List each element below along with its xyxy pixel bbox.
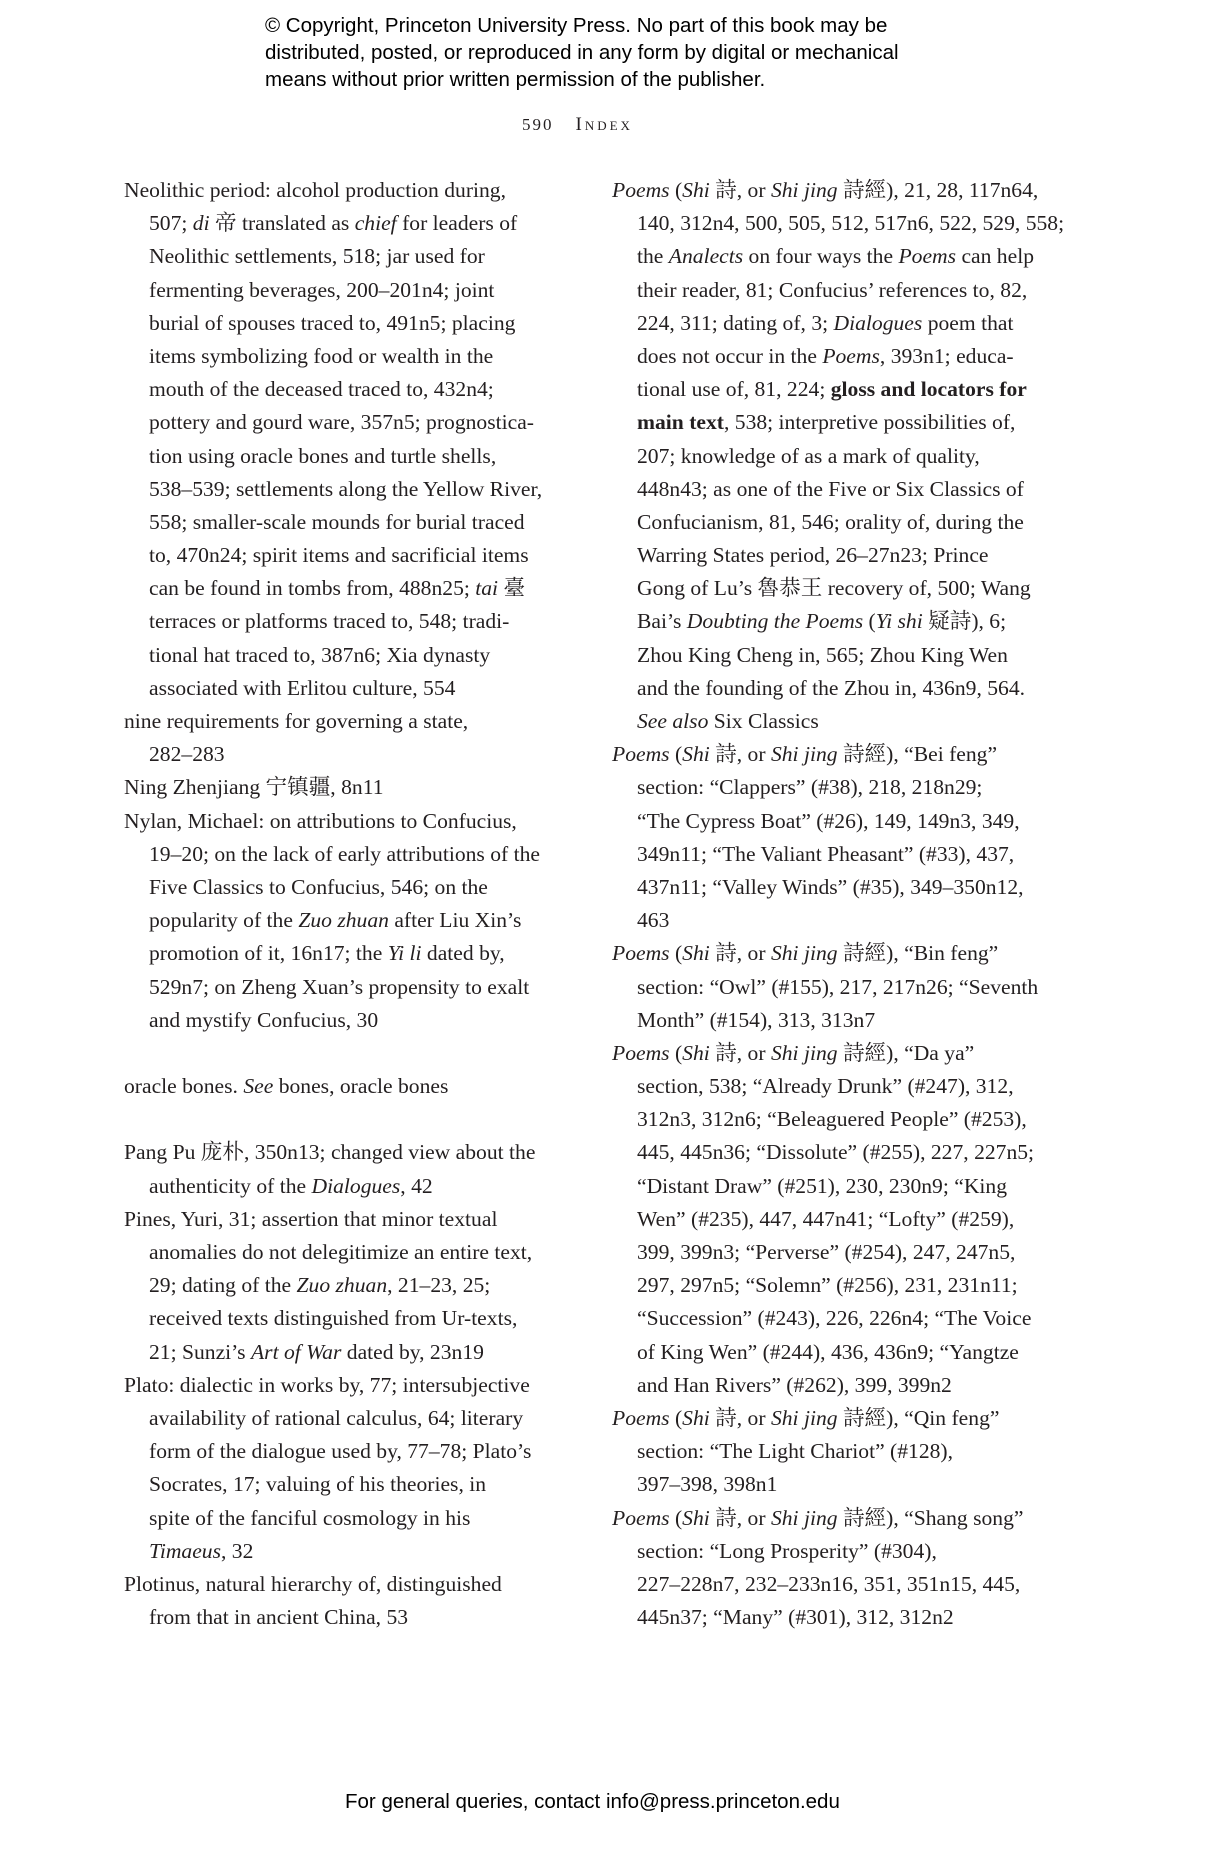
text-run: , 32: [221, 1538, 254, 1563]
index-entry-line: [124, 1402, 542, 1435]
italic-text-run: Zuo zhuan: [298, 908, 389, 933]
italic-text-run: Shi: [682, 742, 710, 767]
text-run: dated by,: [421, 941, 505, 966]
section-title: Index: [575, 114, 633, 135]
index-entry-line: [612, 1103, 1064, 1136]
index-entry-line: [124, 1336, 542, 1369]
index-entry-line: [612, 174, 1064, 207]
index-entry-line: [124, 340, 542, 373]
index-column-left: [124, 174, 542, 1634]
index-entry-line: [124, 373, 542, 406]
index-entry-line: [124, 971, 542, 1004]
text-run: 詩, or: [709, 742, 771, 767]
index-entry-line: [612, 1435, 1064, 1468]
text-run: can help: [956, 244, 1034, 269]
text-run: 312n3, 312n6; “Beleaguered People” (#253),: [637, 1107, 1027, 1132]
text-run: 詩, or: [709, 1405, 771, 1430]
index-entry-line: [124, 1070, 542, 1103]
text-run: (: [669, 742, 683, 767]
index-entry: [612, 1502, 1064, 1635]
index-entry: [612, 738, 1064, 937]
text-run: section, 538; “Already Drunk” (#247), 312,: [637, 1074, 1014, 1099]
index-entry-line: [124, 572, 542, 605]
index-entry-line: [612, 871, 1064, 904]
index-entry-line: [612, 1402, 1064, 1435]
text-run: “The Cypress Boat” (#26), 149, 149n3, 349,: [637, 808, 1020, 833]
index-entry: [124, 1369, 542, 1568]
index-entry-line: [124, 1103, 542, 1136]
index-entry-line: [612, 539, 1064, 572]
text-run: (: [669, 1040, 683, 1065]
text-run: tional hat traced to, 387n6; Xia dynasty: [149, 642, 491, 667]
footer-contact: For general queries, contact info@press.princeton.edu: [345, 1790, 840, 1813]
text-run: “Distant Draw” (#251), 230, 230n9; “King: [637, 1173, 1008, 1198]
italic-text-run: tai: [475, 576, 499, 601]
index-entry: [124, 805, 542, 1037]
index-entry-line: [124, 240, 542, 273]
text-run: (: [669, 941, 683, 966]
italic-text-run: See also: [637, 709, 709, 733]
text-run: tional use of, 81, 224;: [637, 377, 831, 402]
index-entry-line: [124, 1004, 542, 1037]
index-entry-line: [124, 1468, 542, 1501]
text-run: section: “Long Prosperity” (#304),: [637, 1538, 937, 1563]
text-run: Socrates, 17; valuing of his theories, in: [149, 1472, 487, 1497]
text-run: items symbolizing food or wealth in the: [149, 343, 494, 368]
index-entry-line: [124, 1369, 542, 1402]
text-run: burial of spouses traced to, 491n5; placing: [149, 310, 516, 335]
text-run: Nylan, Michael: on attributions to Confucius,: [124, 808, 517, 833]
text-run: 疑詩), 6;: [922, 609, 1007, 634]
text-run: popularity of the: [149, 908, 299, 933]
text-run: authenticity of the: [149, 1173, 312, 1198]
text-run: form of the dialogue used by, 77–78; Plato’s: [149, 1439, 532, 1464]
index-entry: [124, 705, 542, 771]
index-entry-line: [612, 1004, 1064, 1037]
index-entry-line: [612, 971, 1064, 1004]
text-run: 詩經), 21, 28, 117n64,: [837, 178, 1039, 202]
text-run: 207; knowledge of as a mark of quality,: [637, 443, 980, 468]
text-run: 227–228n7, 232–233n16, 351, 351n15, 445,: [637, 1571, 1021, 1596]
text-run: fermenting beverages, 200–201n4; joint: [149, 277, 495, 302]
index-entry: [124, 1136, 542, 1202]
text-run: oracle bones.: [124, 1074, 244, 1099]
copyright-notice: [265, 12, 899, 93]
index-entry-line: [124, 1203, 542, 1236]
page-number: 590: [522, 115, 554, 134]
text-run: and the founding of the Zhou in, 436n9, 564.: [637, 675, 1026, 700]
text-run: the: [637, 244, 669, 269]
text-run: 詩經), “Bei feng”: [837, 742, 998, 767]
index-entry-line: [612, 838, 1064, 871]
text-run: nine requirements for governing a state,: [124, 709, 469, 733]
index-entry-line: [124, 440, 542, 473]
text-run: promotion of it, 16n17; the: [149, 941, 388, 966]
index-entry-line: [612, 639, 1064, 672]
text-run: 帝 translated as: [209, 211, 355, 236]
index-entry-line: [612, 572, 1064, 605]
text-run: 詩, or: [709, 1040, 771, 1065]
text-run: Six Classics: [708, 709, 819, 733]
index-entry: [124, 1203, 542, 1369]
index-entry: [612, 937, 1064, 1037]
text-run: 445, 445n36; “Dissolute” (#255), 227, 227n5;: [637, 1140, 1035, 1165]
index-entry-line: [612, 1070, 1064, 1103]
text-run: to, 470n24; spirit items and sacrificial items: [149, 543, 529, 568]
text-run: spite of the fanciful cosmology in his: [149, 1505, 471, 1530]
index-entry-line: [124, 1435, 542, 1468]
index-entry-line: [612, 506, 1064, 539]
text-run: tion using oracle bones and turtle shells,: [149, 443, 497, 468]
text-run: 詩經), “Shang song”: [837, 1505, 1024, 1530]
italic-text-run: Poems: [612, 178, 670, 202]
text-run: Plato: dialectic in works by, 77; intersubjective: [124, 1372, 530, 1397]
index-entry-line: [124, 506, 542, 539]
text-run: Neolithic settlements, 518; jar used for: [149, 244, 485, 269]
text-run: 29; dating of the: [149, 1273, 297, 1298]
text-run: received texts distinguished from Ur-texts,: [149, 1306, 518, 1331]
text-run: Neolithic period: alcohol production during,: [124, 178, 507, 202]
text-run: (: [669, 178, 683, 202]
text-run: Plotinus, natural hierarchy of, distinguished: [124, 1571, 502, 1596]
text-run: 詩經), “Qin feng”: [837, 1405, 1000, 1430]
text-run: Warring States period, 26–27n23; Prince: [637, 543, 989, 568]
text-run: availability of rational calculus, 64; literary: [149, 1405, 524, 1430]
text-run: can be found in tombs from, 488n25;: [149, 576, 476, 601]
index-entry: [124, 771, 542, 804]
text-run: (: [669, 1405, 683, 1430]
index-entry-line: [124, 904, 542, 937]
italic-text-run: Poems: [612, 1040, 670, 1065]
index-entry: [124, 1070, 542, 1103]
italic-text-run: Art of War: [250, 1339, 342, 1364]
index-entry-line: [612, 473, 1064, 506]
text-run: Gong of Lu’s 魯恭王 recovery of, 500; Wang: [637, 576, 1031, 601]
index-entry-line: [612, 937, 1064, 970]
index-entry-line: [124, 605, 542, 638]
italic-text-run: Poems: [822, 343, 880, 368]
index-entry-line: [612, 904, 1064, 937]
text-run: 19–20; on the lack of early attributions of the: [149, 841, 540, 866]
text-run: , 21–23, 25;: [387, 1273, 491, 1298]
index-entry-line: [612, 1502, 1064, 1535]
index-entry-line: [612, 672, 1064, 705]
italic-text-run: Shi jing: [770, 941, 838, 966]
italic-text-run: Yi shi: [875, 609, 923, 634]
index-entry-line: [612, 605, 1064, 638]
index-entry-line: [612, 1568, 1064, 1601]
index-entry-line: [124, 539, 542, 572]
text-run: 詩, or: [709, 941, 771, 966]
index-entry-line: [124, 1037, 542, 1070]
index-entry-line: [612, 771, 1064, 804]
text-run: 558; smaller-scale mounds for burial traced: [149, 509, 525, 534]
text-run: from that in ancient China, 53: [149, 1605, 409, 1630]
index-entry-line: [612, 705, 1064, 738]
index-entry-line: [124, 1601, 542, 1634]
italic-text-run: Shi: [682, 1405, 710, 1430]
italic-text-run: See: [243, 1074, 274, 1099]
index-entry-line: [612, 207, 1064, 240]
italic-text-run: Shi jing: [770, 742, 838, 767]
index-entry: [612, 1402, 1064, 1502]
index-entry-line: [124, 1269, 542, 1302]
text-run: Bai’s: [637, 609, 687, 634]
text-run: terraces or platforms traced to, 548; tradi-: [149, 609, 510, 634]
index-entry-line: [612, 738, 1064, 771]
italic-text-run: Yi li: [387, 941, 422, 966]
index-entry-line: [612, 1269, 1064, 1302]
index-entry-line: [124, 738, 542, 771]
index-entry: [124, 1037, 542, 1070]
index-entry-line: [124, 406, 542, 439]
italic-text-run: Shi: [682, 941, 710, 966]
italic-text-run: Poems: [612, 1505, 670, 1530]
text-run: associated with Erlitou culture, 554: [149, 675, 456, 700]
text-run: 224, 311; dating of, 3;: [637, 310, 834, 335]
text-run: 349n11; “The Valiant Pheasant” (#33), 437,: [637, 841, 1015, 866]
index-entry-line: [124, 871, 542, 904]
italic-text-run: Doubting the Poems: [686, 609, 864, 634]
bold-text-run: main text: [637, 410, 724, 435]
text-run: 140, 312n4, 500, 505, 512, 517n6, 522, 529, 558;: [637, 211, 1065, 236]
text-run: 507;: [149, 211, 193, 236]
text-run: 詩經), “Da ya”: [837, 1040, 975, 1065]
text-run: mouth of the deceased traced to, 432n4;: [149, 377, 494, 402]
index-entry-line: [612, 1236, 1064, 1269]
text-run: 詩, or: [709, 178, 771, 202]
copyright-line: © Copyright, Princeton University Press. No part of this book may be: [265, 14, 888, 37]
italic-text-run: di: [192, 211, 210, 236]
index-entry: [124, 174, 542, 705]
index-entry-line: [612, 340, 1064, 373]
text-run: for leaders of: [396, 211, 518, 236]
copyright-line: means without prior written permission of the publisher.: [265, 68, 766, 91]
text-run: 538–539; settlements along the Yellow River,: [149, 476, 543, 501]
index-entry-line: [124, 274, 542, 307]
text-run: section: “The Light Chariot” (#128),: [637, 1439, 954, 1464]
index-entry: [124, 1103, 542, 1136]
italic-text-run: Shi jing: [770, 1505, 838, 1530]
index-entry-line: [612, 373, 1064, 406]
text-run: 297, 297n5; “Solemn” (#256), 231, 231n11;: [637, 1273, 1018, 1298]
text-run: and mystify Confucius, 30: [149, 1007, 379, 1032]
text-run: 437n11; “Valley Winds” (#35), 349–350n12,: [637, 874, 1024, 899]
index-entry-line: [612, 240, 1064, 273]
index-entry-line: [612, 406, 1064, 439]
text-run: 529n7; on Zheng Xuan’s propensity to exalt: [149, 974, 530, 999]
text-run: does not occur in the: [637, 343, 823, 368]
index-entry-line: [612, 1535, 1064, 1568]
index-entry-line: [612, 1336, 1064, 1369]
italic-text-run: Poems: [612, 941, 670, 966]
text-run: 21; Sunzi’s: [149, 1339, 251, 1364]
text-run: Zhou King Cheng in, 565; Zhou King Wen: [637, 642, 1008, 667]
index-entry: [124, 1568, 542, 1634]
index-entry-line: [124, 473, 542, 506]
text-run: “Succession” (#243), 226, 226n4; “The Voice: [637, 1306, 1032, 1331]
text-run: 詩經), “Bin feng”: [837, 941, 999, 966]
italic-text-run: Shi: [682, 178, 710, 202]
copyright-line: distributed, posted, or reproduced in any form by digital or mechanical: [265, 41, 899, 64]
index-entry-line: [124, 1136, 542, 1169]
index-entry-line: [612, 805, 1064, 838]
index-entry-line: [124, 307, 542, 340]
text-run: 臺: [498, 576, 526, 601]
index-entry-line: [124, 1236, 542, 1269]
index-entry-line: [612, 274, 1064, 307]
index-entry-line: [124, 937, 542, 970]
index-column-right: [612, 174, 1064, 1634]
text-run: , 538; interpretive possibilities of,: [723, 410, 1016, 435]
text-run: section: “Clappers” (#38), 218, 218n29;: [637, 775, 983, 800]
index-entry-line: [612, 307, 1064, 340]
text-run: , 393n1; educa-: [879, 343, 1014, 368]
text-run: 397–398, 398n1: [637, 1472, 778, 1497]
index-entry-line: [124, 174, 542, 207]
text-run: dated by, 23n19: [341, 1339, 484, 1364]
index-entry-line: [124, 1535, 542, 1568]
index-entry-line: [612, 1369, 1064, 1402]
text-run: 448n43; as one of the Five or Six Classics of: [637, 476, 1024, 501]
index-entry-line: [612, 1601, 1064, 1634]
text-run: bones, oracle bones: [273, 1074, 449, 1099]
italic-text-run: Dialogues: [311, 1173, 401, 1198]
index-entry-line: [124, 805, 542, 838]
running-head: [522, 114, 633, 136]
bold-text-run: gloss and locators for: [830, 377, 1027, 402]
italic-text-run: Poems: [898, 244, 957, 269]
index-entry-line: [124, 1568, 542, 1601]
italic-text-run: Shi jing: [770, 178, 838, 202]
italic-text-run: Zuo zhuan: [296, 1273, 388, 1298]
text-run: (: [669, 1505, 683, 1530]
index-entry-line: [124, 838, 542, 871]
index-entry-line: [612, 1037, 1064, 1070]
text-run: 445n37; “Many” (#301), 312, 312n2: [637, 1605, 954, 1630]
text-run: on four ways the: [743, 244, 899, 269]
text-run: section: “Owl” (#155), 217, 217n26; “Seventh: [637, 974, 1039, 999]
text-run: and Han Rivers” (#262), 399, 399n2: [637, 1372, 952, 1397]
text-run: 詩, or: [709, 1505, 771, 1530]
index-entry: [612, 1037, 1064, 1402]
text-run: Ning Zhenjiang 宁镇疆, 8n11: [124, 775, 384, 800]
index-entry-line: [612, 1302, 1064, 1335]
text-run: (: [863, 609, 876, 634]
italic-text-run: Shi: [682, 1040, 710, 1065]
text-run: after Liu Xin’s: [388, 908, 522, 933]
index-entry-line: [612, 1468, 1064, 1501]
text-run: pottery and gourd ware, 357n5; prognostica-: [149, 410, 534, 435]
text-run: 282–283: [149, 742, 225, 767]
index-entry-line: [124, 1502, 542, 1535]
text-run: Pines, Yuri, 31; assertion that minor textual: [124, 1206, 498, 1231]
index-entry-line: [612, 1203, 1064, 1236]
text-run: Month” (#154), 313, 313n7: [637, 1007, 876, 1032]
text-run: their reader, 81; Confucius’ references to, 82,: [637, 277, 1028, 302]
text-run: Confucianism, 81, 546; orality of, during the: [637, 509, 1024, 534]
italic-text-run: Poems: [612, 1405, 670, 1430]
italic-text-run: Poems: [612, 742, 670, 767]
index-entry-line: [612, 1136, 1064, 1169]
italic-text-run: Shi jing: [770, 1040, 838, 1065]
italic-text-run: chief: [354, 211, 397, 236]
index-entry-line: [612, 1170, 1064, 1203]
italic-text-run: Timaeus: [149, 1538, 221, 1563]
text-run: 399, 399n3; “Perverse” (#254), 247, 247n5,: [637, 1240, 1016, 1264]
text-run: Pang Pu 庞朴, 350n13; changed view about the: [124, 1140, 536, 1165]
italic-text-run: Analects: [668, 244, 744, 269]
index-entry-line: [124, 672, 542, 705]
text-run: , 42: [400, 1173, 433, 1198]
text-run: anomalies do not delegitimize an entire text,: [149, 1240, 533, 1264]
index-entry-line: [124, 639, 542, 672]
text-run: poem that: [922, 310, 1014, 335]
text-run: Wen” (#235), 447, 447n41; “Lofty” (#259),: [637, 1206, 1015, 1231]
index-entry-line: [124, 771, 542, 804]
text-run: Five Classics to Confucius, 546; on the: [149, 874, 488, 899]
index-entry: [612, 174, 1064, 738]
index-entry-line: [124, 1170, 542, 1203]
italic-text-run: Dialogues: [833, 310, 923, 335]
italic-text-run: Shi: [682, 1505, 710, 1530]
index-entry-line: [124, 1302, 542, 1335]
index-entry-line: [612, 440, 1064, 473]
index-entry-line: [124, 705, 542, 738]
text-run: of King Wen” (#244), 436, 436n9; “Yangtze: [637, 1339, 1019, 1364]
index-entry-line: [124, 207, 542, 240]
text-run: 463: [637, 908, 670, 933]
italic-text-run: Shi jing: [770, 1405, 838, 1430]
